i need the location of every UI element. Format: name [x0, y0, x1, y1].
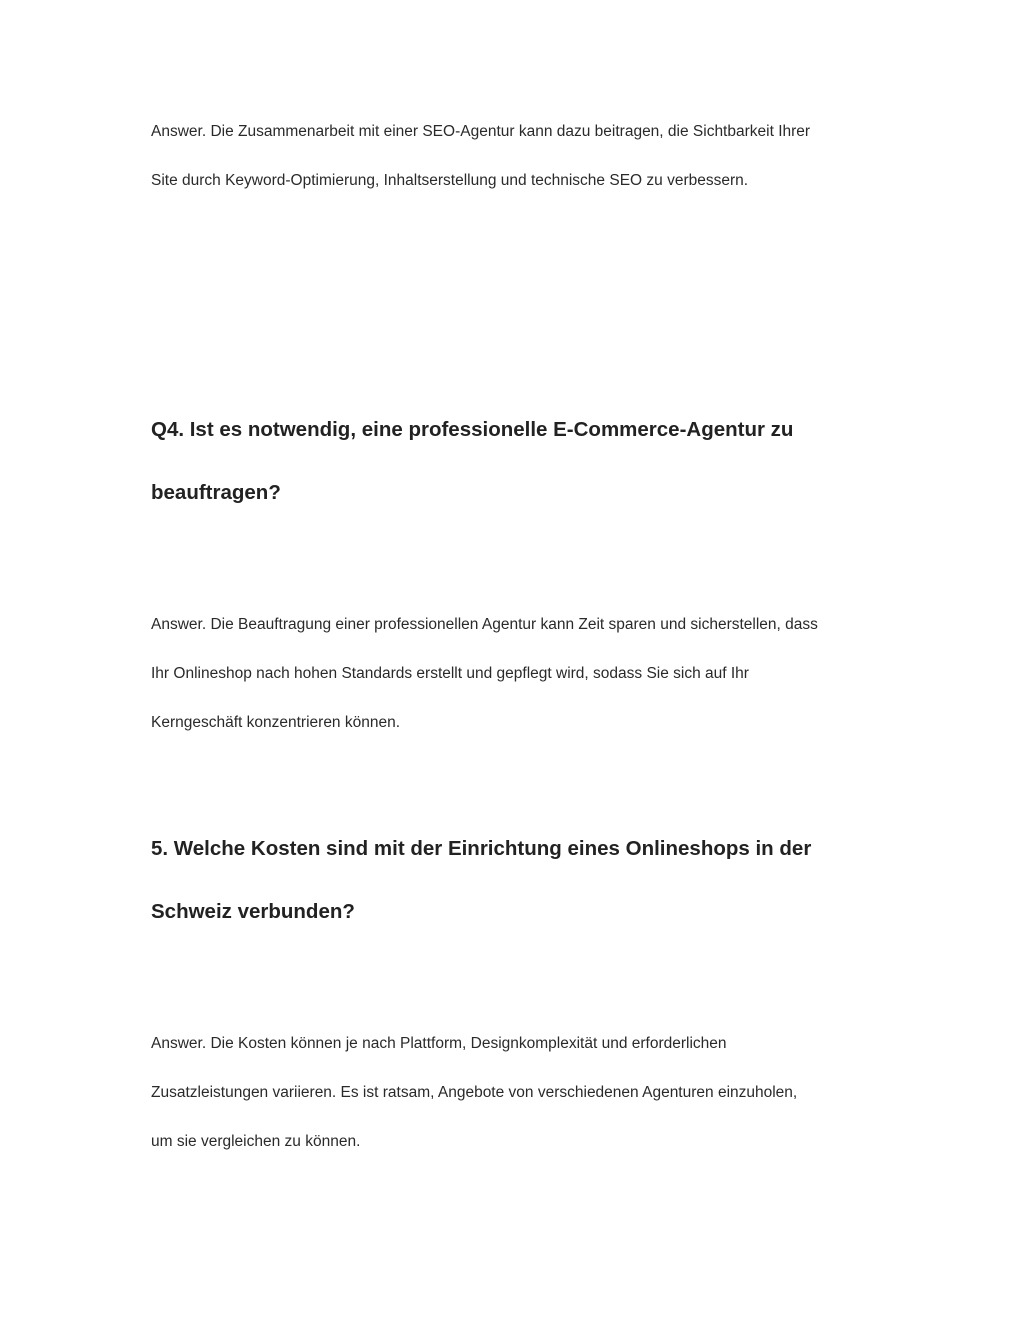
answer-5-line-1: Answer. Die Kosten können je nach Plattform, Designkomplexität und erforderlichen	[151, 1035, 727, 1052]
answer-5-line-3: um sie vergleichen zu können.	[151, 1133, 361, 1150]
answer-3-line-1: Answer. Die Zusammenarbeit mit einer SEO-Agentur kann dazu beitragen, die Sichtbarkeit Ihrer	[151, 123, 811, 140]
answer-4-line-2: Ihr Onlineshop nach hohen Standards erstellt und gepflegt wird, sodass Sie sich auf Ihr	[151, 665, 749, 682]
answer-4-line-1: Answer. Die Beauftragung einer professionellen Agentur kann Zeit sparen und sicherstellen, dass	[151, 616, 818, 633]
question-4-line-2: beauftragen?	[151, 481, 281, 504]
question-5-line-1: 5. Welche Kosten sind mit der Einrichtung eines Onlineshops in der	[151, 837, 812, 860]
answer-5-line-2: Zusatzleistungen variieren. Es ist ratsam, Angebote von verschiedenen Agenturen einzuholen,	[151, 1084, 798, 1101]
question-4-line-1: Q4. Ist es notwendig, eine professionelle E-Commerce-Agentur zu	[151, 418, 794, 441]
answer-3-line-2: Site durch Keyword-Optimierung, Inhaltserstellung und technische SEO zu verbessern.	[151, 172, 749, 189]
answer-4-line-3: Kerngeschäft konzentrieren können.	[151, 714, 401, 731]
question-5-line-2: Schweiz verbunden?	[151, 900, 355, 923]
